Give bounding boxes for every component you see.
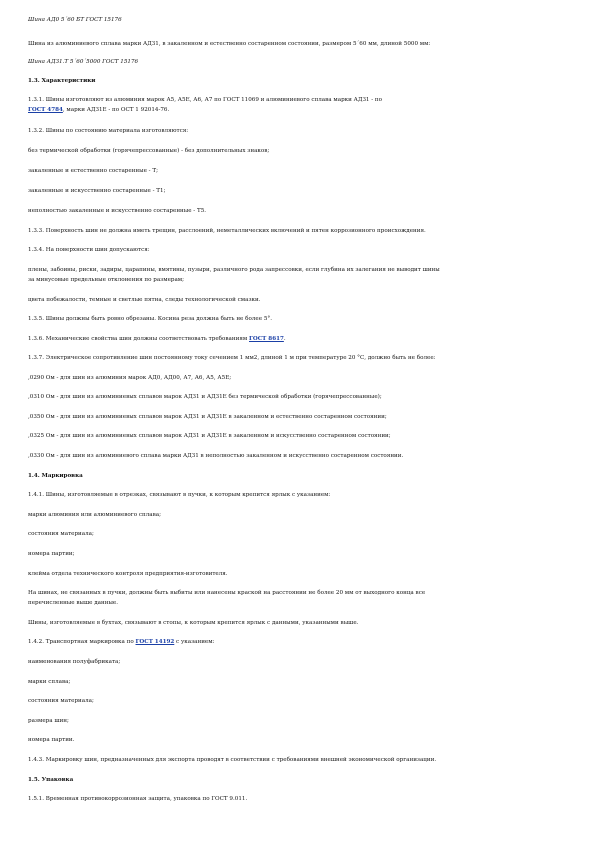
list-item: неполностью закаленные и искусственно состаренные - Т5. <box>28 208 207 214</box>
resistance-item: ,0330 Ом - для шин из алюминиевого сплава марки АДЗ1 в неполностью закаленном и искусственно состаренном состоянии. <box>28 453 404 459</box>
clause-text: 1.4.2. Транспортная маркировка по <box>28 639 134 645</box>
list-item: марки алюминия или алюминиевого сплава; <box>28 512 161 518</box>
paragraph: На шинах, не связанных в пучки, должны быть выбиты или нанесены краской на расстоянии не более 20 мм от выходного конца все <box>28 590 426 596</box>
list-item: клейма отдела технического контроля предприятия-изготовителя. <box>28 571 228 577</box>
clause-1-3-5: 1.3.5. Шины должны быть ровно обрезаны. Косина реза должна быть не более 5°. <box>28 316 272 322</box>
clause-1-5-1: 1.5.1. Временная противокоррозионная защита, упаковка по ГОСТ 9.011. <box>28 796 248 802</box>
list-item: без термической обработки (горячепрессованные) - без дополнительных знаков; <box>28 148 270 154</box>
resistance-item: ,0350 Ом - для шин из алюминиевых сплавов марок АДЗ1 и АДЗ1Е в закаленном и естественно состаренном состоянии; <box>28 414 387 420</box>
clause-1-3-3: 1.3.3. Поверхность шин не должна иметь трещин, расслоений, неметаллических включений и пятен коррозионного происхождения. <box>28 228 426 234</box>
list-item: цвета побежалости, темные и светлые пятна, следы технологической смазки. <box>28 297 261 303</box>
resistance-item: ,0310 Ом - для шин из алюминиевых сплавов марок АДЗ1 и АДЗ1Е без термической обработки (горячепрессованные); <box>28 394 382 400</box>
list-item: состояния материала; <box>28 698 94 704</box>
resistance-item: ,0325 Ом - для шин из алюминиевых сплавов марок АДЗ1 и АДЗ1Е в закаленном и искусственно состаренном состоянии; <box>28 433 391 439</box>
list-item: размера шин; <box>28 718 69 724</box>
list-item: состояния материала; <box>28 531 94 537</box>
clause-1-3-7: 1.3.7. Электрическое сопротивление шин постоянному току сечением 1 мм2, длиной 1 м при температуре 20 °С, должно быть не более: <box>28 355 436 361</box>
clause-1-3-1-cont <box>28 106 568 115</box>
clause-text: 1.3.1. Шины изготовляют из алюминия марок А5, А5Е, А6, А7 по ГОСТ 11069 и алюминиевого сплава марки АДЗ1 - по <box>28 97 383 103</box>
link-gost-8617[interactable]: ГОСТ 8617 <box>249 336 284 342</box>
clause-1-3-1 <box>28 96 568 105</box>
list-item: плены, забоины, риски, задиры, царапины, вмятины, пузыри, различного рода запрессовки, если глубина их залегания не выводит шины <box>28 267 440 273</box>
clause-1-4-1: 1.4.1. Шины, изготовляемые в отрезках, связывают в пучки, к которым крепится ярлык с указанием: <box>28 492 331 498</box>
clause-1-3-6 <box>28 335 568 344</box>
example-description: Шина из алюминиевого сплава марки АДЗ1, в закаленном и естественно состаренном состоянии, размером 5´60 мм, длиной 5000 мм: <box>28 41 431 47</box>
section-heading-1-5: 1.5. Упаковка <box>28 777 74 783</box>
list-item: марки сплава; <box>28 679 71 685</box>
link-gost-14192[interactable]: ГОСТ 14192 <box>135 639 175 645</box>
clause-1-4-2 <box>28 638 568 647</box>
clause-text: с указанием: <box>174 639 215 645</box>
link-gost-4784[interactable]: ГОСТ 4784 <box>28 107 63 113</box>
clause-1-4-3: 1.4.3. Маркировку шин, предназначенных для экспорта проводят в соответствии с требованиями внешней экономической организации. <box>28 757 437 763</box>
list-item: закаленные и искусственно состаренные - Т1; <box>28 188 166 194</box>
clause-1-3-2: 1.3.2. Шины по состоянию материала изготовляются: <box>28 128 189 134</box>
clause-1-3-4: 1.3.4. На поверхности шин допускаются: <box>28 247 150 253</box>
list-item-cont: за минусовые предельные отклонения по размерам; <box>28 277 185 283</box>
resistance-item: ,0290 Ом - для шин из алюминия марок АД0, АД00, А7, А6, А5, А5Е; <box>28 375 232 381</box>
list-item: наименования полуфабриката; <box>28 659 121 665</box>
section-heading-1-4: 1.4. Маркировка <box>28 473 83 479</box>
list-item: номера партии. <box>28 737 75 743</box>
clause-text: 1.3.6. Механические свойства шин должны соответствовать требованиям <box>28 336 248 342</box>
paragraph: Шины, изготовляемые в бухтах, связывают в стопы, к которым крепится ярлык с данными, указанными выше. <box>28 620 359 626</box>
clause-text: . <box>283 336 286 342</box>
product-designation-2: Шина АДЗ1.Т 5´60´5000 ГОСТ 15176 <box>28 59 139 65</box>
product-designation-1: Шина АД0 5´60 БТ ГОСТ 15176 <box>28 17 122 23</box>
section-heading-1-3: 1.3. Характеристики <box>28 78 96 84</box>
paragraph-cont: перечисленные выше данные. <box>28 600 119 606</box>
list-item: номера партии; <box>28 551 75 557</box>
clause-text: , марки АДЗ1Е - по ОСТ 1 92014-76. <box>62 107 170 113</box>
list-item: закаленные и естественно состаренные - Т; <box>28 168 158 174</box>
